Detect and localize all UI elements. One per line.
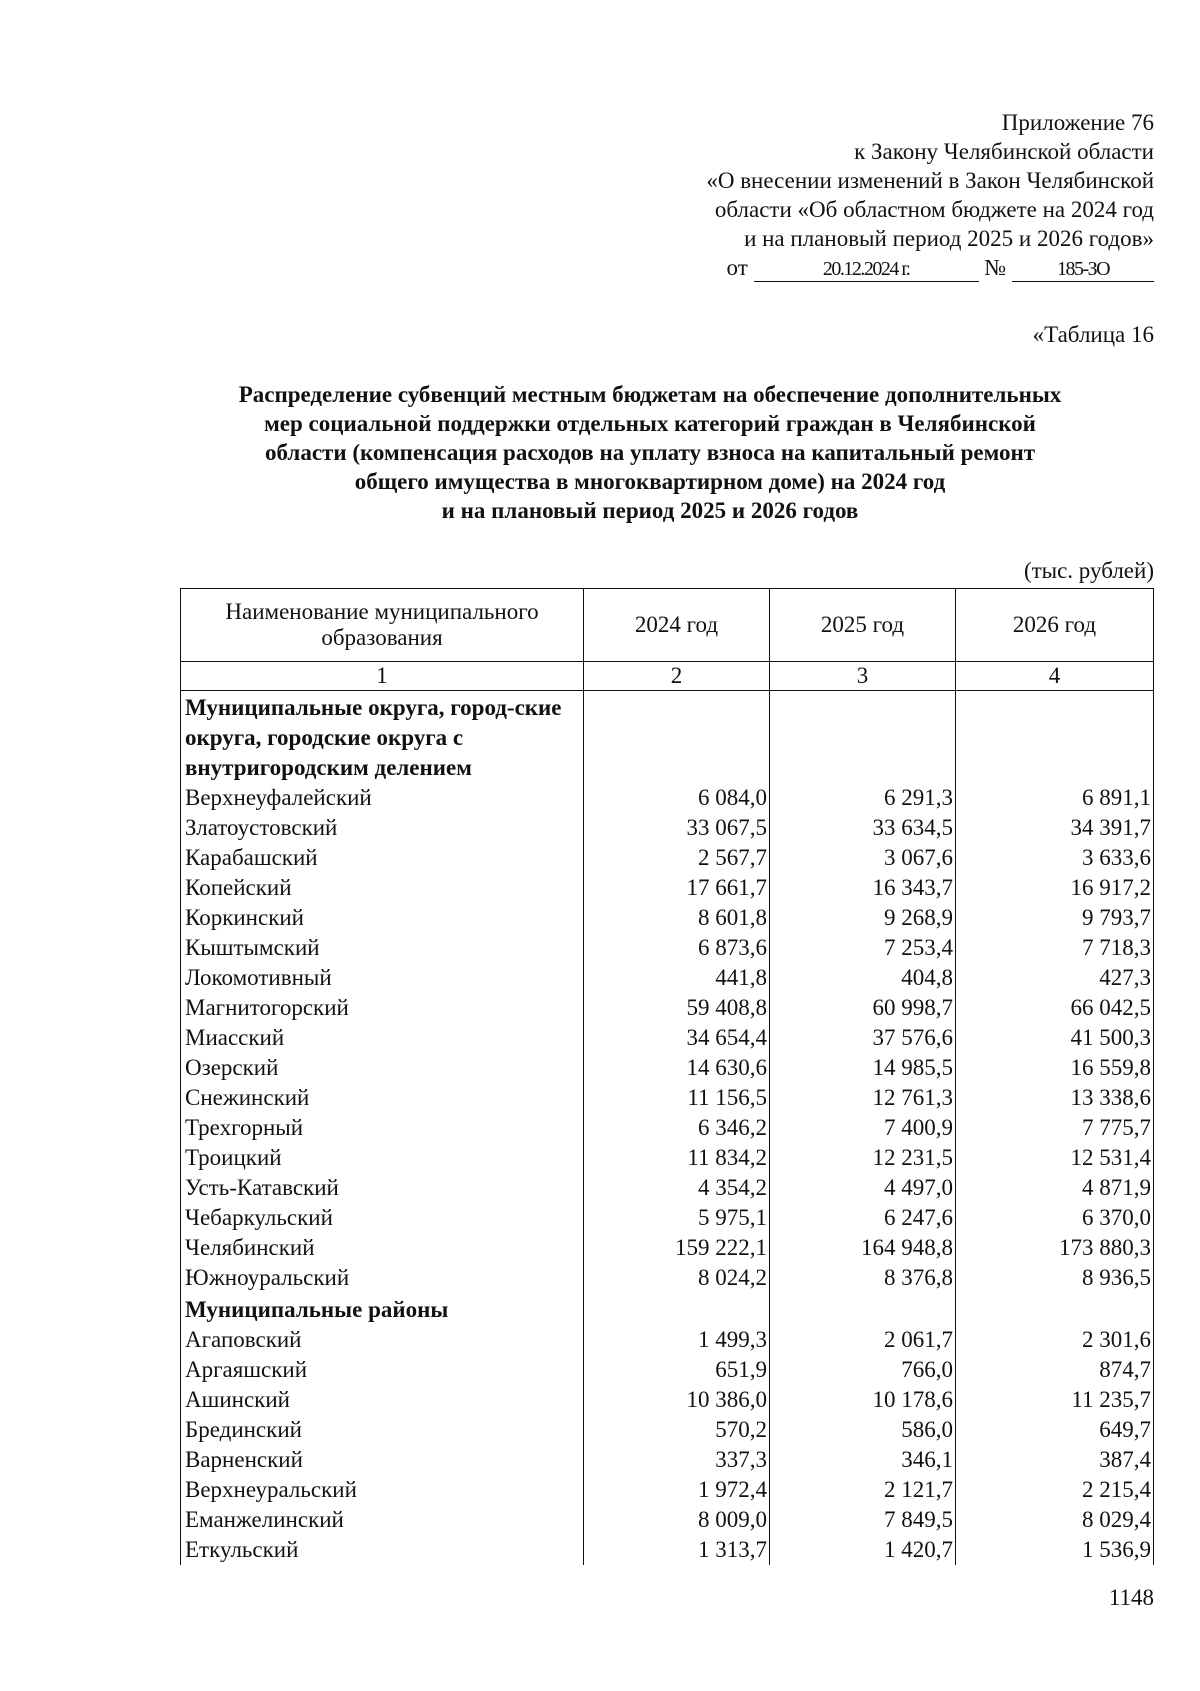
value-2026: 8 029,4 (956, 1505, 1154, 1535)
law-date: 20.12.2024 г. (754, 257, 979, 282)
title-line: Распределение субвенций местным бюджетам на обеспечение дополнительных (238, 382, 1062, 407)
appendix-line: к Закону Челябинской области (854, 139, 1154, 164)
table-row (181, 1113, 1154, 1143)
municipality-name: Аргаяшский (181, 1355, 584, 1385)
value-2025: 16 343,7 (770, 873, 956, 903)
from-label: от (726, 255, 748, 280)
value-2024: 8 601,8 (584, 903, 770, 933)
municipality-name: Еткульский (181, 1535, 584, 1565)
value-2024: 4 354,2 (584, 1173, 770, 1203)
empty-cell (956, 691, 1154, 784)
value-2026: 16 559,8 (956, 1053, 1154, 1083)
value-2024: 33 067,5 (584, 813, 770, 843)
table-row (181, 1505, 1154, 1535)
value-2026: 11 235,7 (956, 1385, 1154, 1415)
municipality-name: Локомотивный (181, 963, 584, 993)
municipality-name: Верхнеуральский (181, 1475, 584, 1505)
value-2024: 1 499,3 (584, 1325, 770, 1355)
municipality-name: Копейский (181, 873, 584, 903)
table-row (181, 993, 1154, 1023)
value-2025: 7 400,9 (770, 1113, 956, 1143)
empty-cell (584, 1293, 770, 1325)
municipality-name: Троицкий (181, 1143, 584, 1173)
header-municipality: Наименование муниципального образования (181, 589, 584, 662)
table-row (181, 903, 1154, 933)
value-2024: 34 654,4 (584, 1023, 770, 1053)
municipality-name: Карабашский (181, 843, 584, 873)
value-2024: 2 567,7 (584, 843, 770, 873)
value-2024: 8 024,2 (584, 1263, 770, 1293)
value-2024: 8 009,0 (584, 1505, 770, 1535)
table-header-row (181, 589, 1154, 662)
value-2026: 649,7 (956, 1415, 1154, 1445)
municipality-name: Усть-Катавский (181, 1173, 584, 1203)
table-row (181, 963, 1154, 993)
value-2025: 766,0 (770, 1355, 956, 1385)
municipality-name: Коркинский (181, 903, 584, 933)
value-2025: 4 497,0 (770, 1173, 956, 1203)
table-row (181, 1203, 1154, 1233)
value-2026: 16 917,2 (956, 873, 1154, 903)
value-2025: 2 061,7 (770, 1325, 956, 1355)
value-2025: 12 231,5 (770, 1143, 956, 1173)
value-2026: 7 718,3 (956, 933, 1154, 963)
title-line: и на плановый период 2025 и 2026 годов (441, 498, 859, 523)
table-body (181, 691, 1154, 1566)
value-2026: 41 500,3 (956, 1023, 1154, 1053)
column-number: 2 (584, 662, 770, 691)
value-2025: 12 761,3 (770, 1083, 956, 1113)
municipality-name: Кыштымский (181, 933, 584, 963)
value-2024: 6 084,0 (584, 783, 770, 813)
table-row (181, 1083, 1154, 1113)
table-row (181, 1233, 1154, 1263)
value-2026: 66 042,5 (956, 993, 1154, 1023)
table-row (181, 1475, 1154, 1505)
empty-cell (956, 1293, 1154, 1325)
appendix-line: «О внесении изменений в Закон Челябинской (706, 168, 1154, 193)
value-2026: 6 891,1 (956, 783, 1154, 813)
value-2026: 6 370,0 (956, 1203, 1154, 1233)
value-2025: 3 067,6 (770, 843, 956, 873)
municipality-name: Златоустовский (181, 813, 584, 843)
value-2026: 874,7 (956, 1355, 1154, 1385)
section-title: Муниципальные районы (181, 1293, 584, 1325)
subsidy-table (180, 588, 1154, 1565)
value-2025: 404,8 (770, 963, 956, 993)
value-2026: 12 531,4 (956, 1143, 1154, 1173)
value-2025: 6 247,6 (770, 1203, 956, 1233)
header-2026: 2026 год (956, 589, 1154, 662)
value-2025: 14 985,5 (770, 1053, 956, 1083)
value-2026: 2 215,4 (956, 1475, 1154, 1505)
value-2025: 60 998,7 (770, 993, 956, 1023)
section-header-row (181, 1293, 1154, 1325)
subsidy-table-container (180, 588, 1153, 1565)
column-number: 1 (181, 662, 584, 691)
table-row (181, 813, 1154, 843)
municipality-name: Чебаркульский (181, 1203, 584, 1233)
value-2024: 14 630,6 (584, 1053, 770, 1083)
municipality-name: Брединский (181, 1415, 584, 1445)
value-2024: 5 975,1 (584, 1203, 770, 1233)
table-row (181, 1263, 1154, 1293)
table-row (181, 1023, 1154, 1053)
value-2024: 159 222,1 (584, 1233, 770, 1263)
value-2026: 427,3 (956, 963, 1154, 993)
value-2026: 1 536,9 (956, 1535, 1154, 1565)
value-2025: 8 376,8 (770, 1263, 956, 1293)
municipality-name: Снежинский (181, 1083, 584, 1113)
value-2026: 387,4 (956, 1445, 1154, 1475)
section-header-row (181, 691, 1154, 784)
table-row (181, 1325, 1154, 1355)
value-2024: 441,8 (584, 963, 770, 993)
value-2024: 59 408,8 (584, 993, 770, 1023)
value-2025: 9 268,9 (770, 903, 956, 933)
municipality-name: Магнитогорский (181, 993, 584, 1023)
value-2026: 8 936,5 (956, 1263, 1154, 1293)
value-2025: 586,0 (770, 1415, 956, 1445)
header-2025: 2025 год (770, 589, 956, 662)
document-title (150, 380, 1150, 525)
table-row (181, 783, 1154, 813)
municipality-name: Озерский (181, 1053, 584, 1083)
table-row (181, 843, 1154, 873)
table-row (181, 933, 1154, 963)
value-2024: 337,3 (584, 1445, 770, 1475)
table-row (181, 1385, 1154, 1415)
value-2025: 10 178,6 (770, 1385, 956, 1415)
value-2025: 164 948,8 (770, 1233, 956, 1263)
title-line: области (компенсация расходов на уплату взноса на капитальный ремонт (264, 440, 1035, 465)
value-2024: 6 873,6 (584, 933, 770, 963)
value-2025: 6 291,3 (770, 783, 956, 813)
value-2025: 346,1 (770, 1445, 956, 1475)
value-2025: 7 253,4 (770, 933, 956, 963)
value-2026: 13 338,6 (956, 1083, 1154, 1113)
value-2024: 17 661,7 (584, 873, 770, 903)
title-line: мер социальной поддержки отдельных категорий граждан в Челябинской (264, 411, 1036, 436)
value-2024: 570,2 (584, 1415, 770, 1445)
table-row (181, 1053, 1154, 1083)
value-2024: 6 346,2 (584, 1113, 770, 1143)
empty-cell (770, 691, 956, 784)
column-number: 3 (770, 662, 956, 691)
value-2025: 7 849,5 (770, 1505, 956, 1535)
value-2026: 34 391,7 (956, 813, 1154, 843)
value-2026: 9 793,7 (956, 903, 1154, 933)
municipality-name: Миасский (181, 1023, 584, 1053)
value-2024: 1 972,4 (584, 1475, 770, 1505)
units-label: (тыс. рублей) (1023, 558, 1154, 583)
appendix-signature-line (706, 253, 1154, 282)
title-line: общего имущества в многоквартирном доме) на 2024 год (354, 469, 946, 494)
appendix-header (706, 108, 1154, 282)
value-2025: 37 576,6 (770, 1023, 956, 1053)
value-2025: 33 634,5 (770, 813, 956, 843)
value-2025: 2 121,7 (770, 1475, 956, 1505)
value-2024: 10 386,0 (584, 1385, 770, 1415)
municipality-name: Южноуральский (181, 1263, 584, 1293)
municipality-name: Челябинский (181, 1233, 584, 1263)
table-row (181, 1445, 1154, 1475)
municipality-name: Верхнеуфалейский (181, 783, 584, 813)
appendix-line: Приложение 76 (1001, 110, 1154, 135)
value-2024: 651,9 (584, 1355, 770, 1385)
appendix-line: области «Об областном бюджете на 2024 год (714, 197, 1154, 222)
table-label: «Таблица 16 (1032, 322, 1154, 347)
value-2026: 4 871,9 (956, 1173, 1154, 1203)
value-2024: 1 313,7 (584, 1535, 770, 1565)
table-row (181, 1143, 1154, 1173)
value-2024: 11 156,5 (584, 1083, 770, 1113)
value-2025: 1 420,7 (770, 1535, 956, 1565)
municipality-name: Варненский (181, 1445, 584, 1475)
municipality-name: Трехгорный (181, 1113, 584, 1143)
section-title: Муниципальные округа, город-ские округа, городские округа с внутригородским делением (181, 691, 584, 784)
value-2026: 173 880,3 (956, 1233, 1154, 1263)
table-row (181, 1415, 1154, 1445)
value-2024: 11 834,2 (584, 1143, 770, 1173)
table-row (181, 873, 1154, 903)
column-number-row (181, 662, 1154, 691)
column-number: 4 (956, 662, 1154, 691)
table-row (181, 1173, 1154, 1203)
municipality-name: Еманжелинский (181, 1505, 584, 1535)
municipality-name: Ашинский (181, 1385, 584, 1415)
appendix-line: и на плановый период 2025 и 2026 годов» (744, 226, 1154, 251)
header-2024: 2024 год (584, 589, 770, 662)
municipality-name: Агаповский (181, 1325, 584, 1355)
empty-cell (770, 1293, 956, 1325)
number-label: № (984, 255, 1007, 280)
empty-cell (584, 691, 770, 784)
table-row (181, 1355, 1154, 1385)
page-number: 1148 (1108, 1585, 1154, 1610)
value-2026: 3 633,6 (956, 843, 1154, 873)
law-number: 185-ЗО (1012, 257, 1154, 282)
value-2026: 7 775,7 (956, 1113, 1154, 1143)
value-2026: 2 301,6 (956, 1325, 1154, 1355)
table-row (181, 1535, 1154, 1565)
